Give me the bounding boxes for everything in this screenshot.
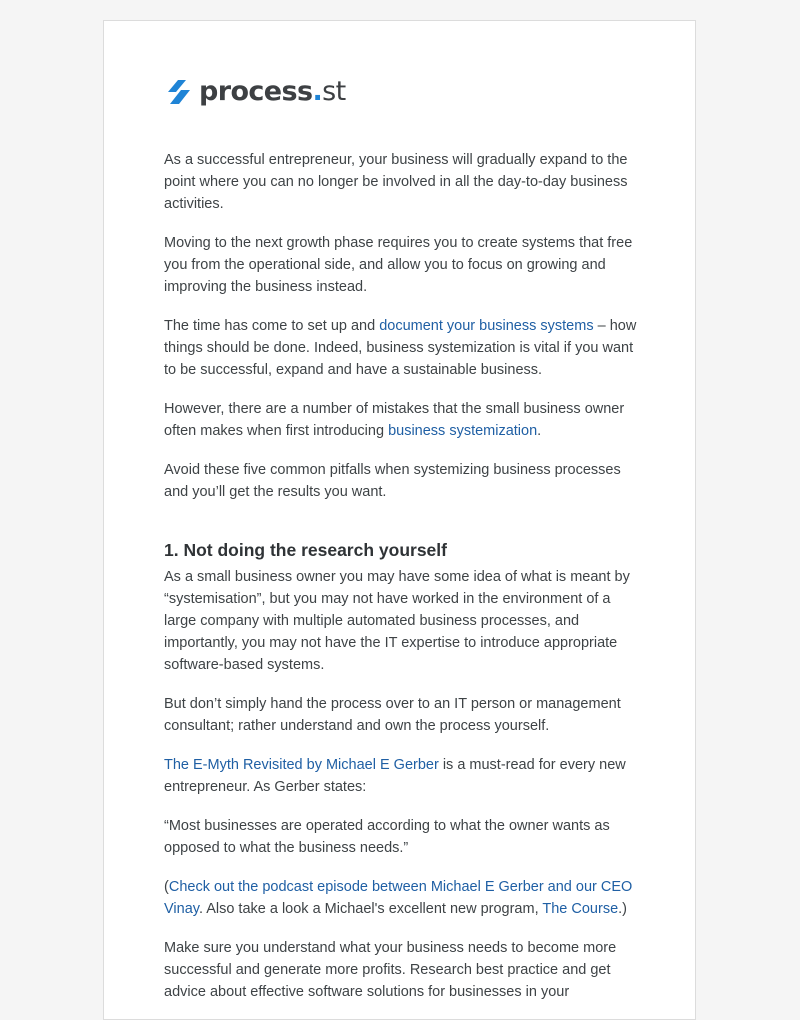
link-the-course[interactable]: The Course: [542, 901, 619, 917]
text-segment: .: [537, 423, 542, 439]
text-segment: .): [618, 901, 627, 917]
brand-name: process: [199, 75, 313, 107]
text-segment: is a must-read for every new entrepreneur. As Gerber states:: [164, 757, 626, 795]
text-segment: However, there are a number of mistakes that the small business owner often makes when first introducing: [164, 401, 625, 439]
section-heading-research: 1. Not doing the research yourself: [164, 540, 447, 560]
paragraph-mistakes: [164, 398, 639, 442]
paragraph-systemisation: As a small business owner you may have some idea of what is meant by “systemisation”, but you may not have worked in the environment of a large company with multiple automated business processes, and importantly, you may not have the IT expertise to introduce appropriate software-based systems.: [164, 569, 630, 673]
paragraph-business-needs: Make sure you understand what your business needs to become more successful and generate more profits. Research best practice and get advice about effective software solutions for businesses in your: [164, 940, 617, 1000]
link-business-systemization[interactable]: business systemization: [388, 423, 538, 439]
brand-tld: st: [322, 75, 346, 107]
paragraph-emyth: [164, 754, 639, 798]
paragraph-pitfalls: Avoid these five common pitfalls when systemizing business processes and you’ll get the results you want.: [164, 462, 621, 500]
process-st-logo-icon: [164, 78, 194, 108]
paragraph-own-process: But don’t simply hand the process over to an IT person or management consultant; rather understand and own the process yourself.: [164, 696, 621, 734]
paragraph-intro: As a successful entrepreneur, your business will gradually expand to the point where you can no longer be involved in all the day-to-day business activities.: [164, 152, 628, 212]
brand-logo[interactable]: [164, 73, 639, 109]
text-segment: The time has come to set up and: [164, 318, 380, 334]
paragraph-growth-phase: Moving to the next growth phase requires you to create systems that free you from the operational side, and allow you to focus on growing and improving the business instead.: [164, 235, 633, 295]
text-segment: (: [164, 879, 169, 895]
paragraph-document-systems: [164, 315, 639, 381]
paragraph-podcast: [164, 876, 639, 920]
brand-dot: .: [312, 75, 323, 107]
article-content: [164, 73, 639, 1020]
link-emyth-revisited[interactable]: The E-Myth Revisited by Michael E Gerber: [164, 757, 439, 773]
paragraph-gerber-quote: “Most businesses are operated according to what the owner wants as opposed to what the business needs.”: [164, 818, 610, 856]
text-segment: . Also take a look a Michael's excellent new program,: [198, 901, 543, 917]
link-document-business-systems[interactable]: document your business systems: [379, 318, 594, 334]
email-card: [103, 20, 696, 1020]
text-segment: – how things should be done. Indeed, business systemization is vital if you want to be successful, expand and have a sustainable business.: [164, 318, 637, 378]
link-podcast-episode[interactable]: Check out the podcast episode between Michael E Gerber and our CEO Vinay: [164, 879, 633, 917]
brand-wordmark: [199, 76, 346, 107]
